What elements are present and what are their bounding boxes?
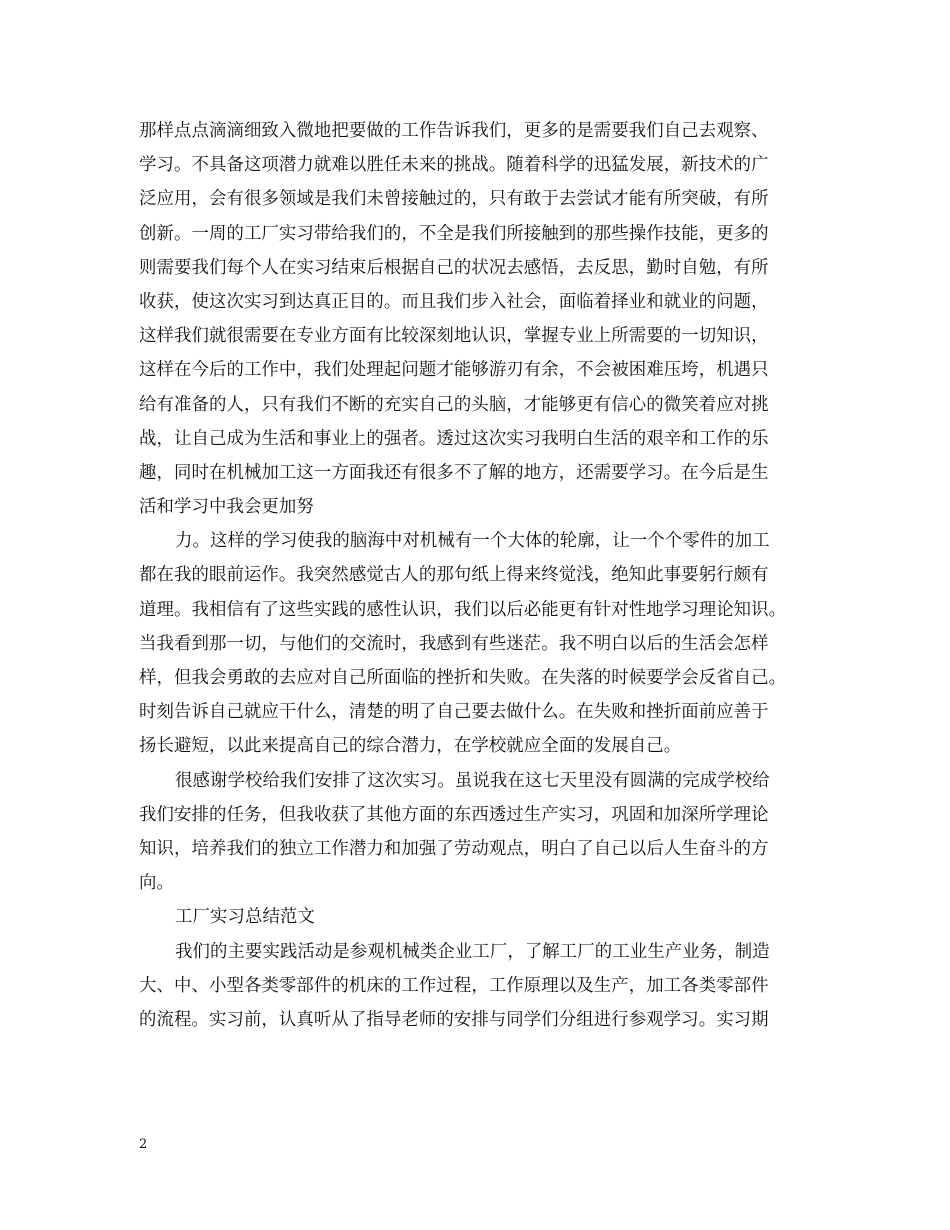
text-line: 的流程。实习前，认真听从了指导老师的安排与同学们分组进行参观学习。实习期 [139, 1009, 769, 1030]
text-line: 时刻告诉自己就应干什么，清楚的明了自己要去做什么。在失败和挫折面前应善于 [139, 702, 769, 723]
page-number: 2 [139, 1137, 148, 1152]
text-line: 知识，培养我们的独立工作潜力和加强了劳动观点，明白了自己以后人生奋斗的方 [139, 838, 769, 859]
text-line: 道理。我相信有了这些实践的感性认识，我们以后必能更有针对性地学习理论知识。 [139, 599, 787, 620]
text-line: 扬长避短，以此来提高自己的综合潜力，在学校就应全面的发展自己。 [139, 736, 682, 757]
text-line: 泛应用，会有很多领域是我们未曾接触过的，只有敢于去尝试才能有所突破，有所 [139, 189, 769, 210]
text-line: 很感谢学校给我们安排了这次实习。虽说我在这七天里没有圆满的完成学校给 [175, 770, 770, 791]
text-line: 创新。一周的工厂实习带给我们的，不全是我们所接触到的那些操作技能，更多的 [139, 223, 769, 244]
text-line: 都在我的眼前运作。我突然感觉古人的那句纸上得来终觉浅，绝知此事要躬行颇有 [139, 565, 769, 586]
text-line: 这样在今后的工作中，我们处理起问题才能够游刃有余，不会被困难压垮，机遇只 [139, 360, 769, 381]
text-line: 向。 [139, 873, 174, 894]
text-line: 力。这样的学习使我的脑海中对机械有一个大体的轮廓，让一个个零件的加工 [175, 531, 770, 552]
text-line: 大、中、小型各类零部件的机床的工作过程，工作原理以及生产，加工各类零部件 [139, 975, 769, 996]
text-line: 活和学习中我会更加努 [139, 497, 314, 518]
text-line: 则需要我们每个人在实习结束后根据自己的状况去感悟，去反思，勤时自勉，有所 [139, 257, 769, 278]
text-line: 我们安排的任务，但我收获了其他方面的东西透过生产实习，巩固和加深所学理论 [139, 804, 769, 825]
text-line: 那样点点滴滴细致入微地把要做的工作告诉我们，更多的是需要我们自己去观察、 [139, 121, 769, 141]
text-line: 工厂实习总结范文 [175, 907, 315, 928]
text-line: 给有准备的人，只有我们不断的充实自己的头脑，才能够更有信心的微笑着应对挑 [139, 394, 769, 415]
text-line: 这样我们就很需要在专业方面有比较深刻地认识，掌握专业上所需要的一切知识， [139, 326, 769, 347]
text-line: 趣，同时在机械加工这一方面我还有很多不了解的地方，还需要学习。在今后是生 [139, 462, 769, 483]
text-line: 当我看到那一切，与他们的交流时，我感到有些迷茫。我不明白以后的生活会怎样 [139, 633, 769, 654]
text-line: 战，让自己成为生活和事业上的强者。透过这次实习我明白生活的艰辛和工作的乐 [139, 428, 769, 449]
body-text [139, 114, 829, 1037]
text-line: 样，但我会勇敢的去应对自己所面临的挫折和失败。在失落的时候要学会反省自己。 [139, 668, 787, 688]
text-line: 我们的主要实践活动是参观机械类企业工厂，了解工厂的工业生产业务，制造 [175, 941, 770, 962]
text-line: 学习。不具备这项潜力就难以胜任未来的挑战。随着科学的迅猛发展，新技术的广 [139, 155, 769, 176]
text-line: 收获，使这次实习到达真正目的。而且我们步入社会，面临着择业和就业的问题， [139, 291, 769, 312]
